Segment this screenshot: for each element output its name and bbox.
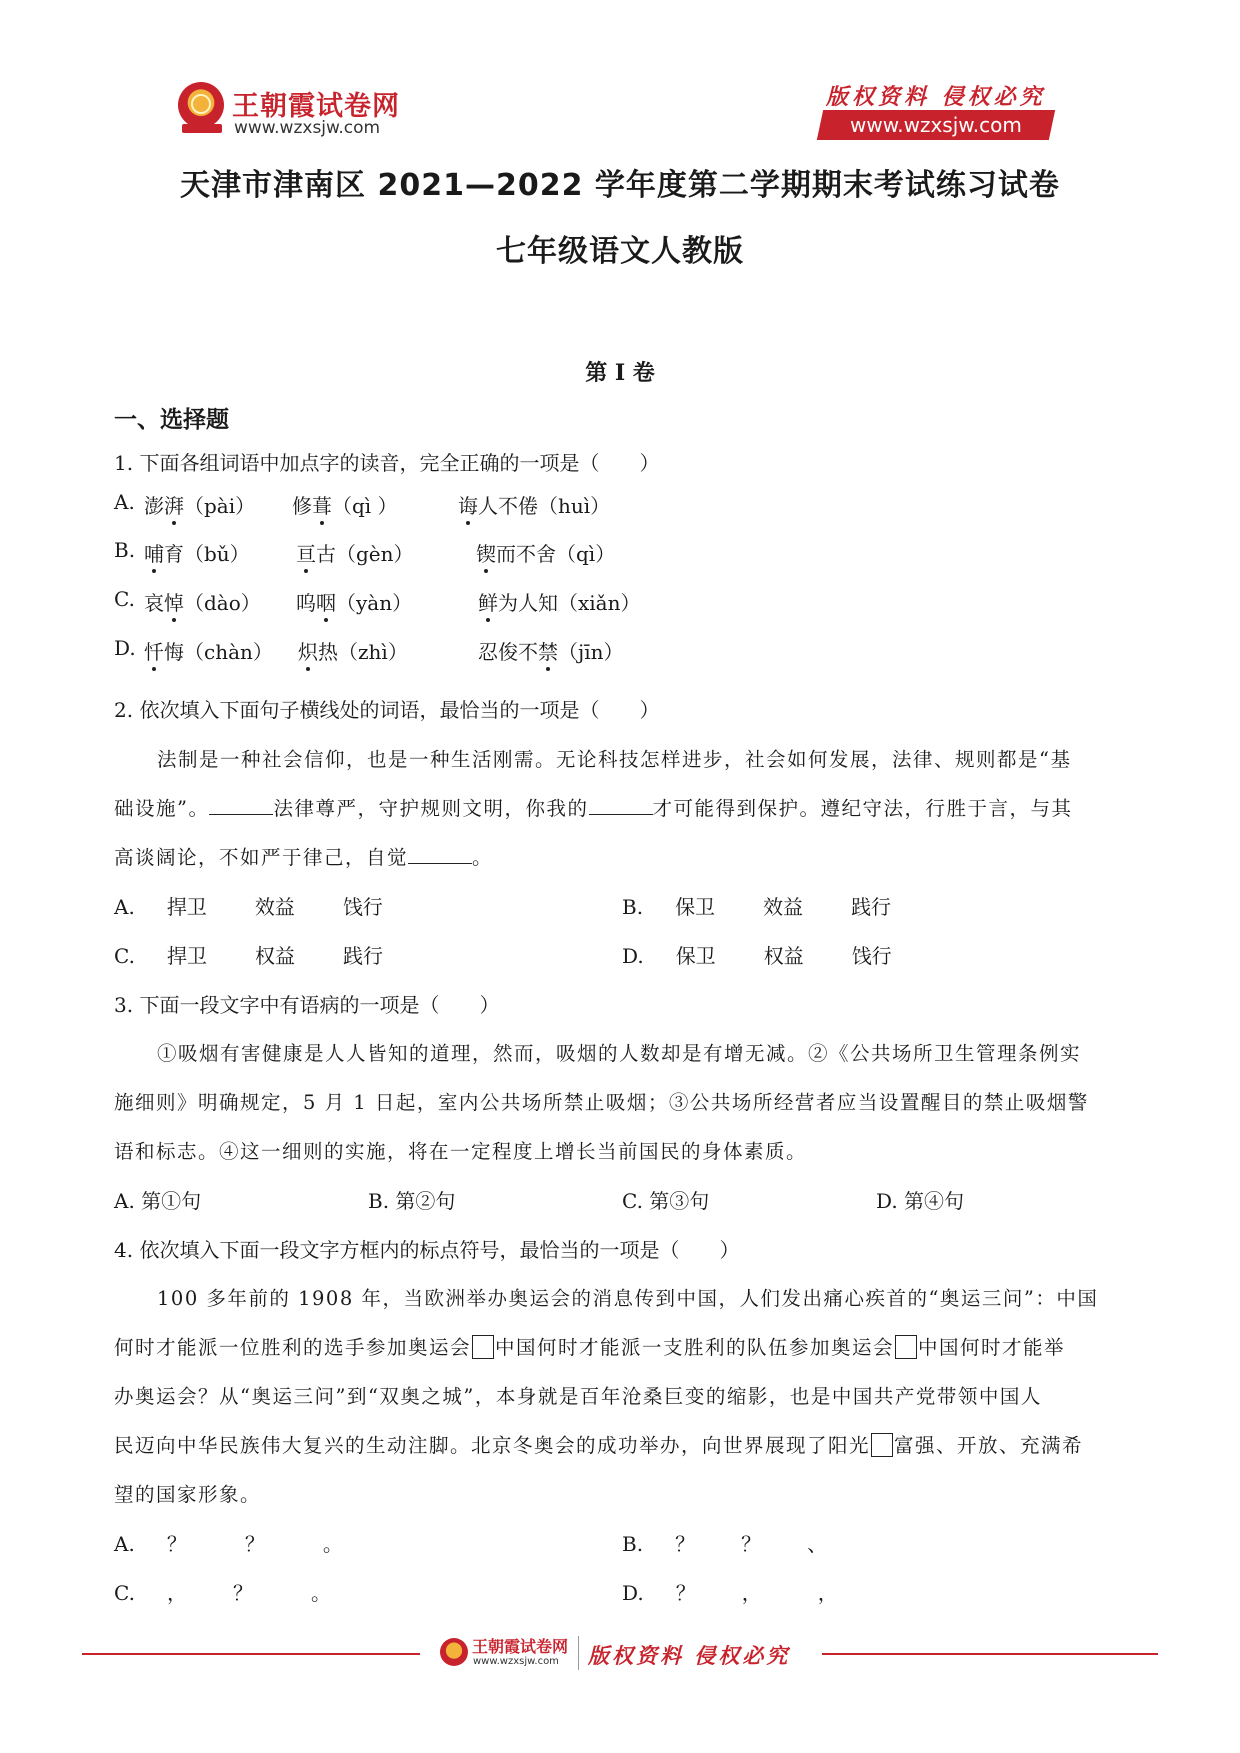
logo-emblem-icon <box>178 82 224 128</box>
copyright-url-banner <box>817 110 1055 140</box>
question-3-option-a: A. 第①句 <box>114 1189 202 1213</box>
logo-url: www.wzxsjw.com <box>234 118 381 138</box>
question-3-passage-line: ①吸烟有害健康是人人皆知的道理，然而，吸烟的人数却是有增无减。②《公共场所卫生管理条例实 <box>157 1042 1082 1065</box>
footer-logo-name: 王朝霞试卷网 <box>472 1637 569 1656</box>
exam-subtitle: 七年级语文人教版 <box>496 234 744 269</box>
footer-logo-url: www.wzxsjw.com <box>473 1656 559 1667</box>
option-word-3: 锲而不舍（qì） <box>476 538 615 567</box>
question-4-passage-line: 望的国家形象。 <box>114 1483 262 1506</box>
footer-logo-icon <box>440 1638 468 1666</box>
question-3-stem: 3. 下面一段文字中有语病的一项是（ ） <box>114 993 500 1017</box>
question-4-option-a: A. ？ ？ 。 <box>114 1532 343 1556</box>
copyright-notice: 版权资料 侵权必究 <box>826 84 1046 110</box>
question-3-option-c: C. 第③句 <box>622 1189 710 1213</box>
question-2-passage-line: 高谈阔论，不如严于律己，自觉 。 <box>114 846 494 869</box>
option-word-2: 修葺（qì ） <box>292 490 398 519</box>
footer-copyright: 版权资料 侵权必究 <box>588 1643 791 1668</box>
question-2-option-b: B. 保卫 效益 践行 <box>622 895 892 919</box>
option-word-3: 忍俊不禁（jīn） <box>478 636 623 665</box>
option-word-3: 诲人不倦（huì） <box>458 490 610 519</box>
question-1-stem: 1. 下面各组词语中加点字的读音，完全正确的一项是（ ） <box>114 451 660 475</box>
option-word-1: 忏悔（chàn） <box>144 636 273 665</box>
footer-rule-left <box>82 1653 420 1655</box>
question-3-option-b: B. 第②句 <box>368 1189 456 1213</box>
question-4-passage-line: 100 多年前的 1908 年，当欧洲举办奥运会的消息传到中国，人们发出痛心疾首的“奥运三问”：中国 <box>157 1287 1099 1310</box>
question-3-option-d: D. 第④句 <box>876 1189 965 1213</box>
fill-blank <box>589 796 653 815</box>
option-word-2: 炽热（zhì） <box>298 636 408 665</box>
question-4-passage-line: 办奥运会？从“奥运三问”到“双奥之城”，本身就是百年沧桑巨变的缩影，也是中国共产党带领中国人 <box>114 1385 1042 1408</box>
exam-title: 天津市津南区 2021—2022 学年度第二学期期末考试练习试卷 <box>180 168 1060 203</box>
footer-divider <box>578 1636 579 1670</box>
option-word-1: 哺育（bǔ） <box>144 538 250 567</box>
question-4-option-b: B. ？ ？ 、 <box>622 1532 828 1556</box>
section-heading: 一、选择题 <box>114 406 229 433</box>
question-4-option-d: D. ？ ， ， <box>622 1581 838 1605</box>
option-word-3: 鲜为人知（xiǎn） <box>478 587 640 616</box>
question-2-option-d: D. 保卫 权益 饯行 <box>622 944 892 968</box>
fill-blank <box>408 845 472 864</box>
question-2-passage-line: 法制是一种社会信仰，也是一种生活刚需。无论科技怎样进步，社会如何发展，法律、规则都是“基 <box>157 748 1072 771</box>
question-4-passage-line: 何时才能派一位胜利的选手参加奥运会 中国何时才能派一支胜利的队伍参加奥运会 中国何时才能举 <box>114 1336 1066 1359</box>
question-4-option-c: C. ， ？ 。 <box>114 1581 331 1605</box>
option-word-2: 亘古（gèn） <box>296 538 414 567</box>
question-4-stem: 4. 依次填入下面一段文字方框内的标点符号，最恰当的一项是（ ） <box>114 1238 740 1262</box>
copyright-url: www.wzxsjw.com <box>850 113 1022 137</box>
logo-name: 王朝霞试卷网 <box>232 91 400 122</box>
question-3-passage-line: 施细则》明确规定，5 月 1 日起，室内公共场所禁止吸烟；③公共场所经营者应当设置醒目的禁止吸烟警 <box>114 1091 1089 1114</box>
question-2-passage-line: 础设施”。 法律尊严，守护规则文明，你我的 才可能得到保护。遵纪守法，行胜于言，与其 <box>114 797 1073 820</box>
fill-blank <box>209 796 273 815</box>
question-2-option-a: A. 捍卫 效益 饯行 <box>114 895 383 919</box>
question-4-passage-line: 民迈向中华民族伟大复兴的生动注脚。北京冬奥会的成功举办，向世界展现了阳光 富强、开放、充满希 <box>114 1434 1084 1457</box>
punctuation-box <box>472 1335 494 1359</box>
option-word-2: 呜咽（yàn） <box>296 587 412 616</box>
footer-rule-right <box>822 1653 1158 1655</box>
question-3-passage-line: 语和标志。④这一细则的实施，将在一定程度上增长当前国民的身体素质。 <box>114 1140 808 1163</box>
question-2-stem: 2. 依次填入下面句子横线处的词语，最恰当的一项是（ ） <box>114 698 660 722</box>
volume-heading: 第 I 卷 <box>585 360 655 386</box>
punctuation-box <box>871 1433 893 1457</box>
question-2-option-c: C. 捍卫 权益 践行 <box>114 944 383 968</box>
option-word-1: 澎湃（pài） <box>144 490 255 519</box>
logo-ribbon <box>182 124 222 133</box>
punctuation-box <box>895 1335 917 1359</box>
option-word-1: 哀悼（dào） <box>144 587 261 616</box>
